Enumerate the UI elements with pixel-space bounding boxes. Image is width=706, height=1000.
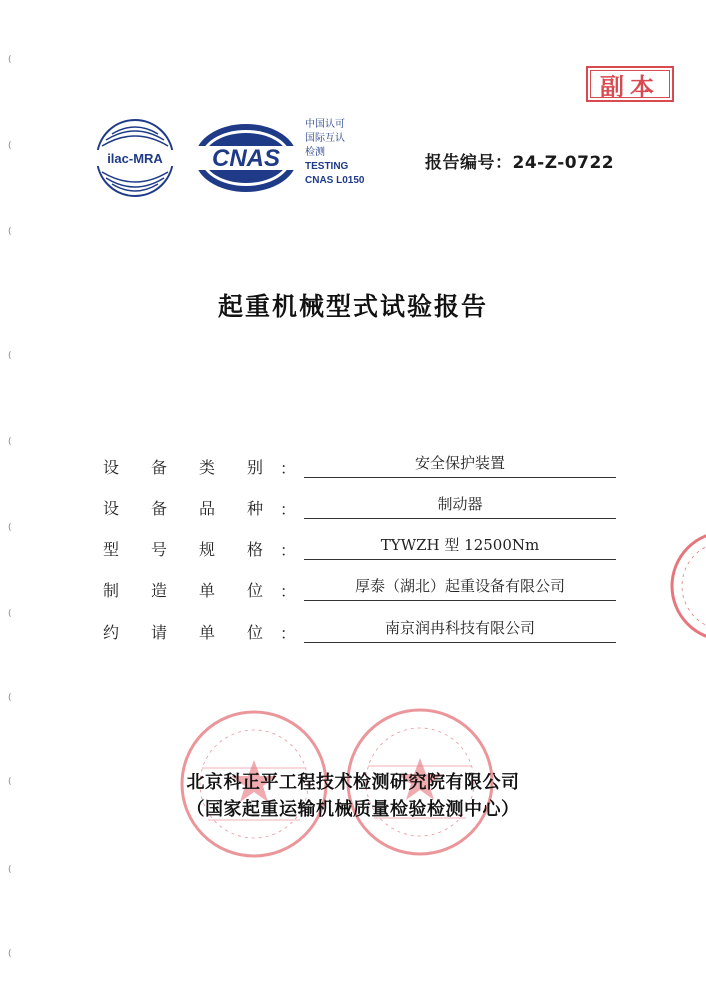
copy-stamp (586, 66, 674, 102)
field-label: 设 备 品 种 (103, 499, 263, 518)
punch-mark: ( (8, 777, 12, 787)
ilac-mra-logo (92, 116, 178, 200)
cnas-info-line: 中国认可 (305, 119, 345, 130)
cnas-info-line: 国际互认 (305, 133, 345, 144)
field-value-manufacturer: 厚泰（湖北）起重设备有限公司 (304, 575, 616, 601)
field-colon: ： (280, 500, 297, 519)
organization-name: 北京科正平工程技术检测研究院有限公司 (186, 772, 520, 793)
field-colon: ： (280, 624, 297, 643)
copy-stamp-text: 副本 (600, 72, 660, 101)
punch-mark: ( (8, 693, 12, 703)
cnas-accreditation-info (305, 118, 387, 188)
field-colon: ： (280, 541, 297, 560)
report-number: 报告编号：24-Z-0722 (425, 153, 615, 173)
field-label: 型 号 规 格 (103, 540, 263, 559)
cnas-info-line: 检测 (305, 147, 325, 158)
cnas-logo-text: CNAS (211, 145, 281, 172)
field-value-model-spec: TYWZH 型 12500Nm (304, 534, 616, 560)
cnas-logo (193, 122, 299, 194)
ilac-logo-text: ilac-MRA (107, 151, 163, 166)
field-value-equipment-category: 安全保护装置 (304, 452, 616, 478)
punch-mark: ( (8, 437, 12, 447)
punch-mark: ( (8, 227, 12, 237)
field-value-equipment-variety: 制动器 (304, 493, 616, 519)
field-label: 设 备 类 别 (103, 458, 263, 477)
punch-mark: ( (8, 55, 12, 65)
field-colon: ： (280, 459, 297, 478)
field-value-requesting-unit: 南京润冉科技有限公司 (304, 617, 616, 643)
punch-mark: ( (8, 141, 12, 151)
cnas-info-line: CNAS L0150 (305, 175, 365, 186)
field-label: 约 请 单 位 (103, 623, 263, 642)
report-title: 起重机械型式试验报告 (217, 292, 488, 321)
edge-seal (668, 528, 706, 644)
organization-subtitle: （国家起重运输机械质量检验检测中心） (186, 799, 520, 820)
punch-mark: ( (8, 351, 12, 361)
punch-mark: ( (8, 523, 12, 533)
field-colon: ： (280, 582, 297, 601)
field-label: 制 造 单 位 (103, 581, 263, 600)
cnas-info-line: TESTING (305, 161, 349, 172)
punch-mark: ( (8, 865, 12, 875)
punch-mark: ( (8, 949, 12, 959)
punch-mark: ( (8, 609, 12, 619)
